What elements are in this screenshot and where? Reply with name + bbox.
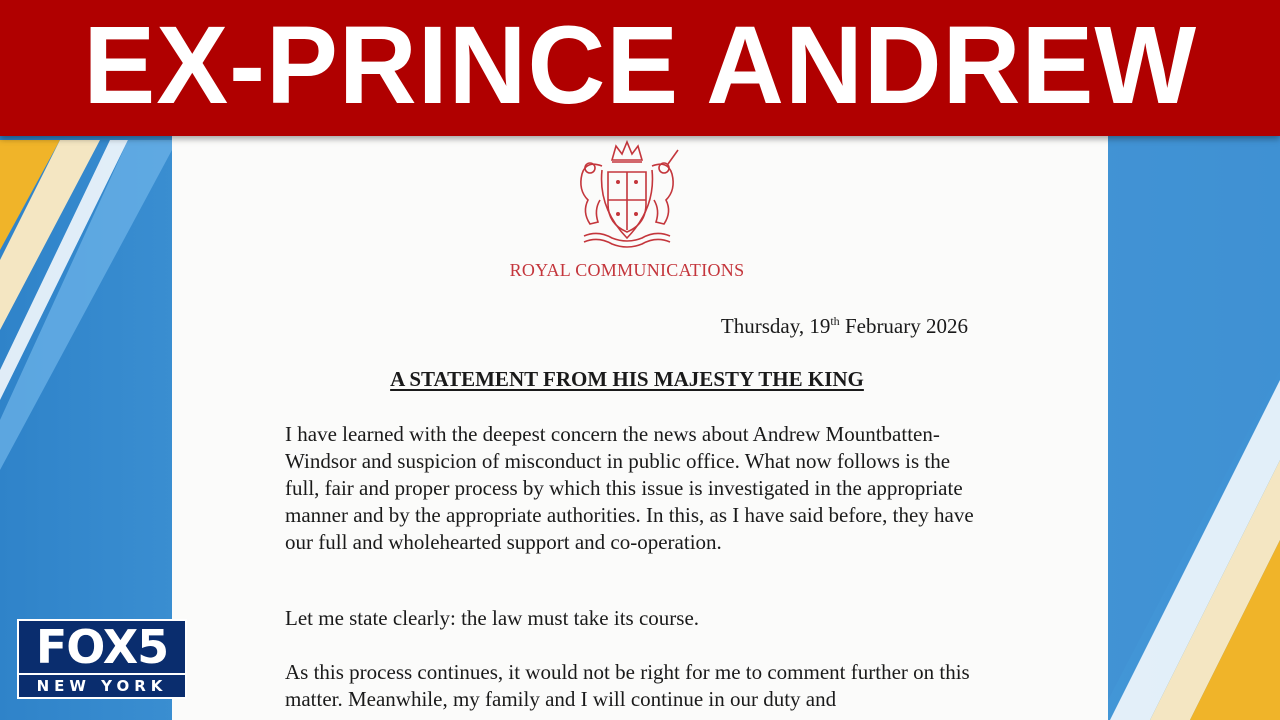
statement-paragraph: As this process continues, it would not be right for me to comment further on this matter. Meanwhile, my family and I will continue in our duty and	[285, 660, 970, 711]
logo-main-text: FOX5	[17, 619, 187, 675]
statement-date: Thursday, 19th February 2026	[720, 314, 968, 338]
fox5-logo	[17, 619, 187, 699]
logo-sub-text: NEW YORK	[17, 675, 187, 699]
statement-title: A STATEMENT FROM HIS MAJESTY THE KING	[390, 367, 864, 391]
headline-text: EX-PRINCE ANDREW	[83, 4, 1197, 127]
statement-document	[172, 136, 1108, 720]
headline-banner	[0, 0, 1280, 136]
statement-paragraph: I have learned with the deepest concern the news about Andrew Mountbatten-Windsor and suspicion of misconduct in public office. What now follows is the full, fair and proper process by which this issue is investigated in the appropriate manner and by the appropriate authorities. In this, as I have said before, they have our full and wholehearted support and co-operation.	[285, 422, 974, 554]
statement-paragraph: Let me state clearly: the law must take its course.	[285, 606, 700, 630]
organization-name: ROYAL COMMUNICATIONS	[509, 260, 745, 280]
royal-coat-of-arms-icon	[568, 138, 686, 250]
